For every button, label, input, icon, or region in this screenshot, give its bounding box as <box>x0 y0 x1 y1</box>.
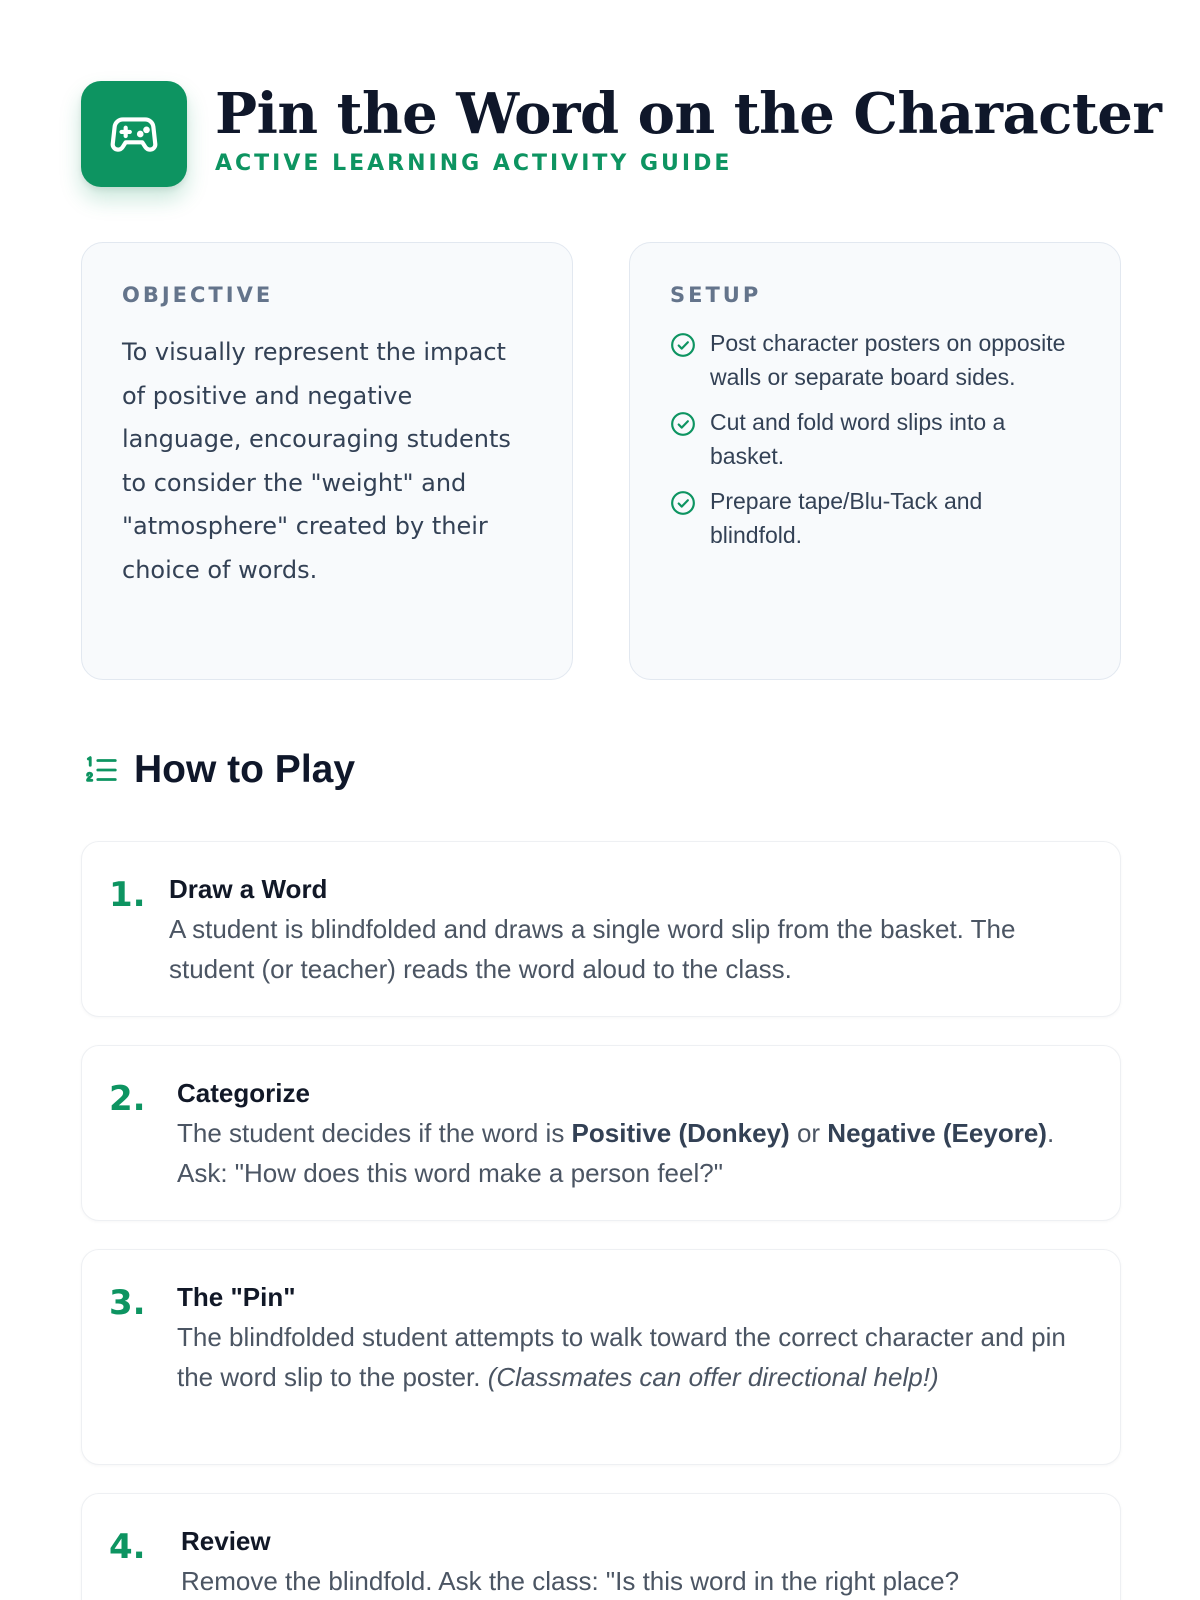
setup-item-text: Post character posters on opposite walls or separate board sides. <box>710 330 1066 390</box>
step-number: 1. <box>109 875 146 915</box>
how-to-play-heading <box>82 748 355 792</box>
step-description: Remove the blindfold. Ask the class: "Is this word in the right place? <box>181 1566 960 1596</box>
objective-text: To visually represent the impact of positive and negative language, encouraging students to consider the "weight" and "atmosphere" created by their choice of words. <box>122 338 511 584</box>
step-body <box>169 873 1080 989</box>
setup-item <box>670 485 1080 552</box>
setup-item-text: Cut and fold word slips into a basket. <box>710 409 1006 469</box>
negative-term: Negative (Eeyore) <box>827 1118 1047 1148</box>
gamepad-icon <box>109 109 159 159</box>
step-description <box>177 1113 1080 1193</box>
step-number: 2. <box>109 1079 146 1119</box>
step-note: (Classmates can offer directional help!) <box>487 1362 939 1392</box>
setup-card <box>629 242 1121 680</box>
step-body <box>181 1525 1080 1600</box>
setup-label: SETUP <box>670 283 762 307</box>
check-circle-icon <box>670 332 696 358</box>
step-text: The student decides if the word is <box>177 1118 572 1148</box>
positive-term: Positive (Donkey) <box>571 1118 790 1148</box>
step-card <box>81 1493 1121 1600</box>
setup-item <box>670 327 1080 394</box>
step-card <box>81 841 1121 1017</box>
step-number: 3. <box>109 1283 146 1323</box>
step-text: . Ask: "How does this word make a person feel?" <box>177 1118 1055 1188</box>
step-text: The blindfolded student attempts to walk toward the correct character and pin the word slip to the poster. <box>177 1322 1066 1392</box>
setup-list <box>670 327 1080 552</box>
objective-label: OBJECTIVE <box>122 283 274 307</box>
section-title: How to Play <box>134 748 356 791</box>
page-subtitle: ACTIVE LEARNING ACTIVITY GUIDE <box>215 151 733 176</box>
check-circle-icon <box>670 411 696 437</box>
step-description <box>177 1317 1080 1397</box>
objective-card <box>81 242 573 680</box>
setup-item <box>670 406 1080 473</box>
step-title: The "Pin" <box>177 1282 296 1312</box>
logo-badge <box>81 81 187 187</box>
check-circle-icon <box>670 490 696 516</box>
step-description: A student is blindfolded and draws a single word slip from the basket. The student (or teacher) reads the word aloud to the class. <box>169 914 1016 984</box>
setup-item-text: Prepare tape/Blu-Tack and blindfold. <box>710 488 983 548</box>
numbered-list-icon <box>82 751 120 789</box>
step-title: Review <box>181 1526 271 1556</box>
step-body <box>177 1077 1080 1193</box>
step-number: 4. <box>109 1527 146 1567</box>
page-header <box>81 81 1161 187</box>
step-title: Categorize <box>177 1078 310 1108</box>
step-body <box>177 1281 1080 1397</box>
page-title: Pin the Word on the Character <box>215 81 1162 147</box>
step-title: Draw a Word <box>169 874 328 904</box>
step-text: or <box>789 1118 828 1148</box>
header-text <box>215 81 1161 176</box>
step-card <box>81 1249 1121 1465</box>
step-card <box>81 1045 1121 1221</box>
